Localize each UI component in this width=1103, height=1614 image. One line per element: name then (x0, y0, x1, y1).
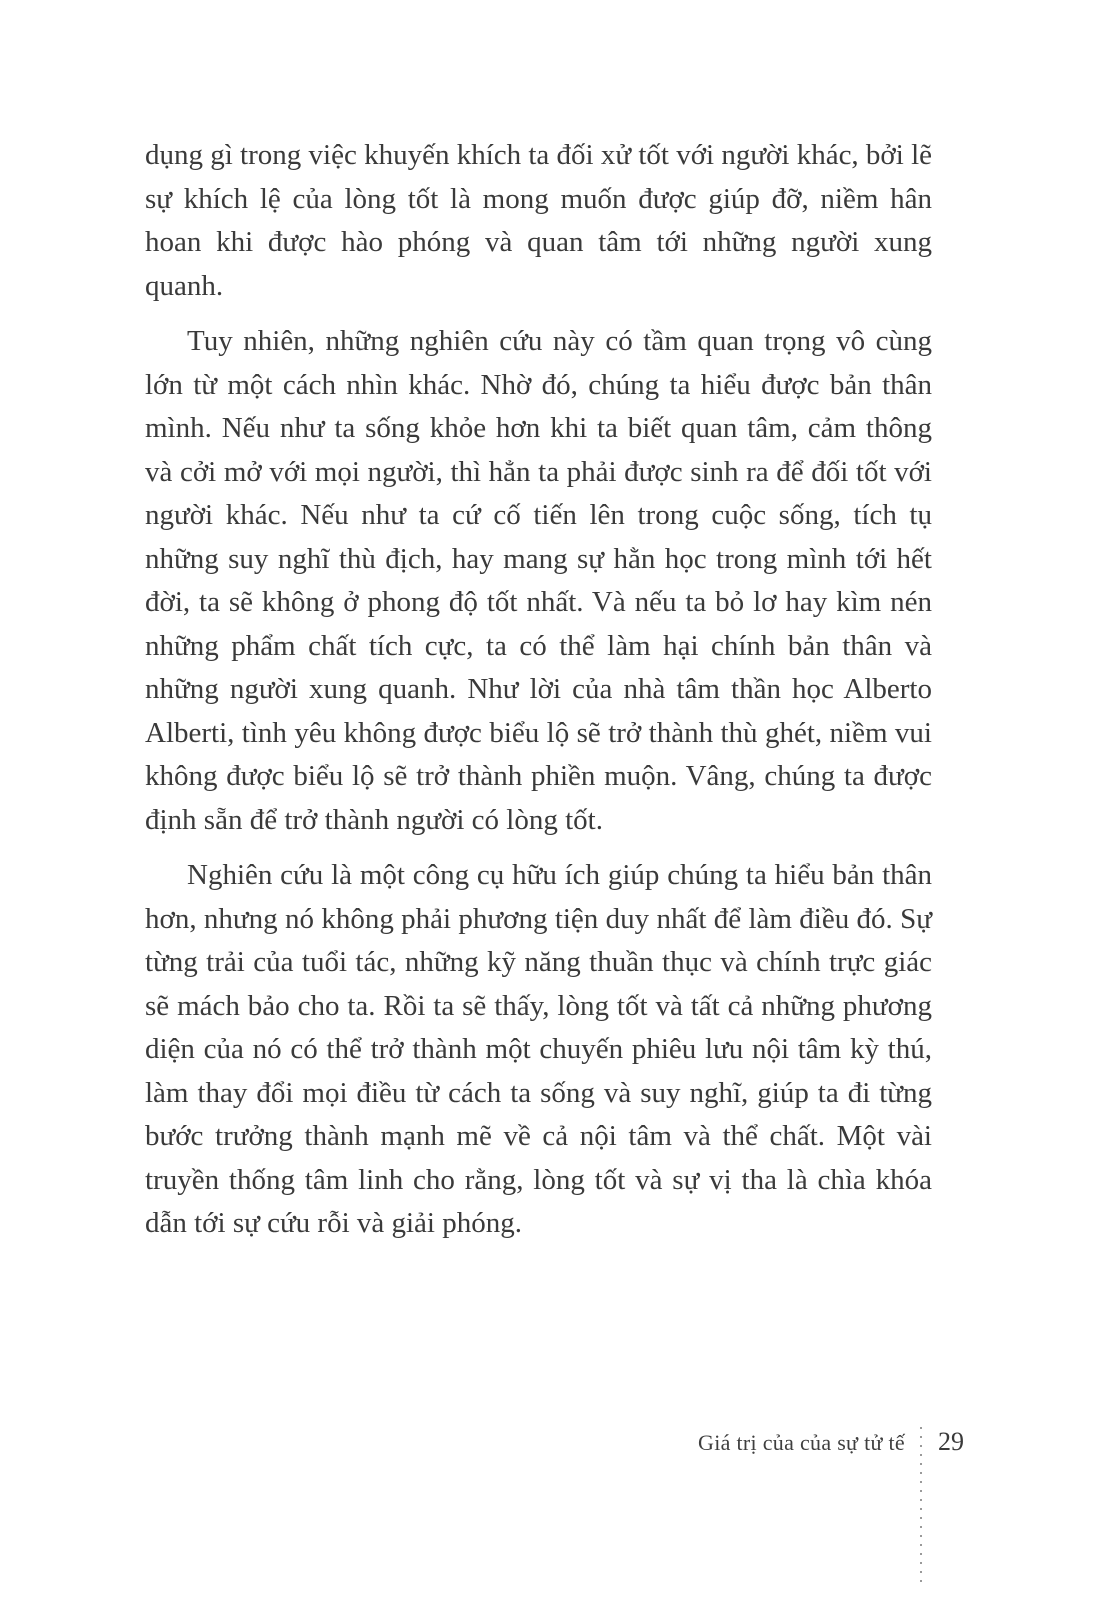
paragraph: dụng gì trong việc khuyến khích ta đối xử tốt với người khác, bởi lẽ sự khích lệ của lòng tốt là mong muốn được giúp đỡ, niềm hân hoan khi được hào phóng và quan tâm tới những người xung quanh. (145, 139, 933, 302)
running-title: Giá trị của của sự tử tế (698, 1430, 905, 1455)
paragraph: Tuy nhiên, những nghiên cứu này có tầm quan trọng vô cùng lớn từ một cách nhìn khác. Nhờ đó, chúng ta hiểu được bản thân mình. Nếu như ta sống khỏe hơn khi ta biết quan tâm, cảm thông và cởi mở với mọi người, thì hẳn ta phải được sinh ra để đối tốt với người khác. Nếu như ta cứ cố tiến lên trong cuộc sống, tích tụ những suy nghĩ thù địch, hay mang sự hằn học trong mình tới hết đời, ta sẽ không ở phong độ tốt nhất. Và nếu ta bỏ lơ hay kìm nén những phẩm chất tích cực, ta có thể làm hại chính bản thân và những người xung quanh. Như lời của nhà tâm thần học Alberto Alberti, tình yêu không được biểu lộ sẽ trở thành thù ghét, niềm vui không được biểu lộ sẽ trở thành phiền muộn. Vâng, chúng ta được định sẵn để trở thành người có lòng tốt. (145, 325, 932, 836)
paragraph: Nghiên cứu là một công cụ hữu ích giúp chúng ta hiểu bản thân hơn, nhưng nó không phải phương tiện duy nhất để làm điều đó. Sự từng trải của tuổi tác, những kỹ năng thuần thục và chính trực giác sẽ mách bảo cho ta. Rồi ta sẽ thấy, lòng tốt và tất cả những phương diện của nó có thể trở thành một chuyến phiêu lưu nội tâm kỳ thú, làm thay đổi mọi điều từ cách ta sống và suy nghĩ, giúp ta đi từng bước trưởng thành mạnh mẽ về cả nội tâm và thể chất. Một vài truyền thống tâm linh cho rằng, lòng tốt và sự vị tha là chìa khóa dẫn tới sự cứu rỗi và giải phóng. (145, 859, 932, 1239)
page-body-text (145, 134, 932, 1246)
footer-divider (920, 1427, 922, 1585)
page-number: 29 (938, 1427, 964, 1456)
